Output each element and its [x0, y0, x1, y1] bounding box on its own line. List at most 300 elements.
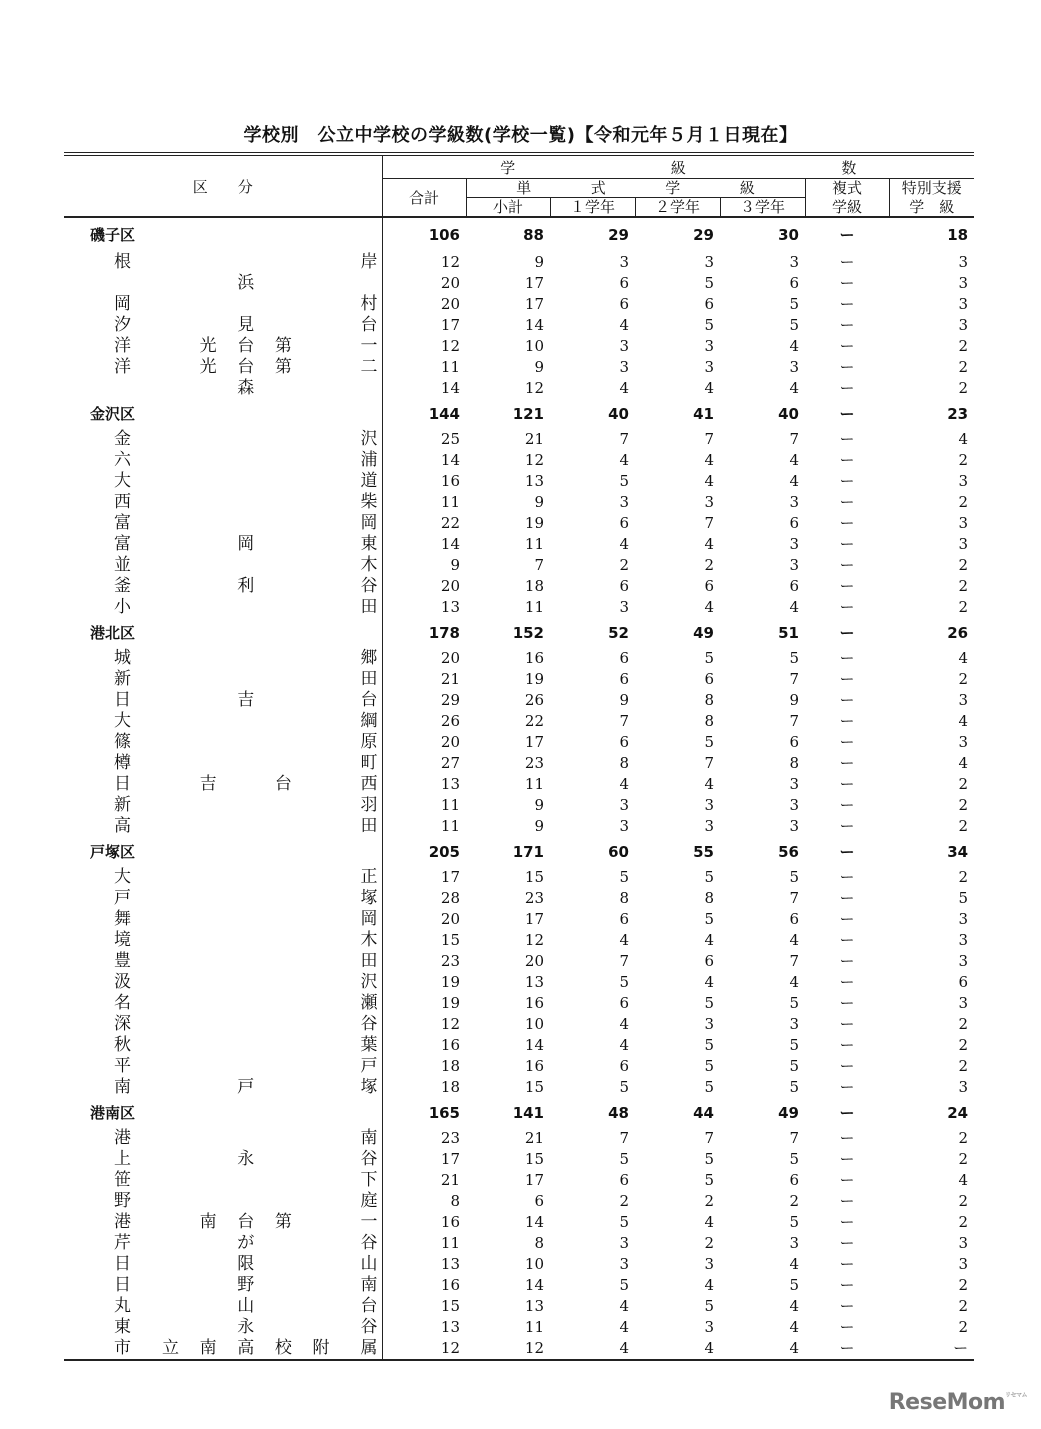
school-name-char [265, 294, 303, 315]
school-name-char [302, 1077, 340, 1098]
school-name-char [227, 753, 265, 774]
school-fukushiki: ー [839, 754, 855, 772]
school-subtotal: 17 [524, 910, 544, 928]
school-name-char [302, 534, 340, 555]
ward-grade2: 41 [693, 405, 714, 423]
school-name-char: 庭 [360, 1191, 378, 1211]
ward-subtotal: 141 [512, 1104, 544, 1122]
school-grade1: 6 [619, 910, 629, 928]
school-name-chars [64, 294, 382, 315]
school-name-char: 羽 [360, 795, 378, 815]
school-total: 20 [440, 274, 460, 292]
logo-text: ReseMom [888, 1390, 1006, 1415]
school-total: 23 [440, 952, 460, 970]
school-name-char: 第 [274, 357, 292, 377]
school-name-chars [64, 576, 382, 597]
school-fukushiki: ー [839, 817, 855, 835]
school-name-char [302, 1191, 340, 1212]
school-name-char: 根 [114, 252, 131, 272]
school-grade1: 4 [619, 451, 629, 469]
school-name-char: 台 [360, 690, 378, 710]
school-name-char [265, 576, 303, 597]
school-grade1: 6 [619, 649, 629, 667]
school-name-char: 上 [114, 1149, 131, 1169]
school-grade3: 6 [789, 733, 799, 751]
school-name-char: 岸 [360, 252, 378, 272]
ward-total: 205 [428, 843, 460, 861]
school-subtotal: 15 [524, 1078, 544, 1096]
school-name [64, 1212, 382, 1233]
school-fukushiki: ー [839, 493, 855, 511]
school-grade3: 8 [789, 754, 799, 772]
school-fukushiki: ー [839, 514, 855, 532]
school-name-char [302, 357, 340, 378]
school-grade2: 2 [704, 1234, 714, 1252]
school-grade3: 2 [789, 1192, 799, 1210]
school-tokubetsu: 3 [958, 535, 969, 553]
ward-subtotal: 88 [523, 226, 544, 244]
school-row [64, 993, 974, 1014]
school-fukushiki: ー [839, 1015, 855, 1033]
school-name-char: 町 [360, 753, 378, 773]
school-grade3: 3 [789, 796, 799, 814]
school-row [64, 1338, 974, 1360]
school-tokubetsu: 3 [958, 472, 969, 490]
resemom-logo [889, 1390, 1027, 1415]
school-grade2: 6 [704, 295, 714, 313]
school-subtotal: 17 [524, 274, 544, 292]
school-subtotal: 17 [524, 1171, 544, 1189]
school-grade1: 8 [619, 889, 629, 907]
school-row [64, 492, 974, 513]
school-grade2: 5 [704, 274, 714, 292]
school-fukushiki: ー [839, 691, 855, 709]
school-tokubetsu: 4 [958, 430, 969, 448]
ward-grade1: 29 [608, 226, 629, 244]
school-subtotal: 10 [524, 337, 544, 355]
school-total: 15 [440, 1297, 460, 1315]
school-grade2: 7 [704, 514, 714, 532]
school-name [64, 252, 382, 273]
school-name [64, 1056, 382, 1077]
school-name-char [152, 576, 190, 597]
school-row [64, 1035, 974, 1056]
school-tokubetsu: 3 [958, 295, 969, 313]
school-grade1: 7 [619, 712, 629, 730]
school-subtotal: 9 [534, 796, 544, 814]
ward-grade1: 40 [608, 405, 629, 423]
school-name-char [302, 597, 340, 618]
ward-subtotal: 152 [512, 624, 544, 642]
school-grade1: 6 [619, 295, 629, 313]
school-grade1: 4 [619, 1297, 629, 1315]
school-name-char: 南 [360, 1128, 378, 1148]
school-tokubetsu: 3 [958, 994, 969, 1012]
school-grade2: 5 [704, 1078, 714, 1096]
school-name-char: 台 [237, 336, 255, 356]
school-name-char [265, 669, 303, 690]
school-fukushiki: ー [839, 598, 855, 616]
school-total: 9 [450, 556, 460, 574]
school-grade3: 4 [789, 451, 799, 469]
school-grade1: 5 [619, 1150, 629, 1168]
ward-grade2: 49 [693, 624, 714, 642]
school-name-char [227, 732, 265, 753]
school-tokubetsu: 2 [958, 493, 969, 511]
school-name-char [302, 816, 340, 837]
school-name-char: 属 [360, 1338, 378, 1358]
school-name-char: 校 [274, 1338, 292, 1358]
school-tokubetsu: 3 [958, 691, 969, 709]
school-grade3: 5 [789, 649, 799, 667]
school-name [64, 1149, 382, 1170]
school-name-char: 山 [360, 1254, 378, 1274]
school-name-char [227, 816, 265, 837]
school-name-char [265, 816, 303, 837]
school-grade3: 6 [789, 514, 799, 532]
school-name-char [227, 972, 265, 993]
school-name-char [302, 294, 340, 315]
school-subtotal: 18 [524, 577, 544, 595]
school-name-chars [64, 1128, 382, 1149]
school-name-char: 下 [360, 1170, 378, 1190]
school-subtotal: 23 [524, 754, 544, 772]
school-name-char: 戸 [360, 1056, 378, 1076]
school-subtotal: 12 [524, 451, 544, 469]
school-grade2: 3 [704, 493, 714, 511]
school-row [64, 1056, 974, 1077]
school-name-char [152, 774, 190, 795]
school-name-char [302, 429, 340, 450]
school-name-char: 谷 [360, 1317, 378, 1337]
school-row [64, 450, 974, 471]
school-total: 14 [440, 451, 460, 469]
school-subtotal: 26 [524, 691, 544, 709]
school-name-chars [64, 534, 382, 555]
school-name-char: 正 [360, 867, 378, 887]
school-name [64, 1191, 382, 1212]
school-name-char: 浦 [360, 450, 378, 470]
school-grade2: 4 [704, 1276, 714, 1294]
school-name-chars [64, 1170, 382, 1191]
school-name-char [152, 1035, 190, 1056]
school-name-char [189, 273, 227, 294]
school-grade3: 4 [789, 973, 799, 991]
school-total: 17 [440, 1150, 460, 1168]
school-row [64, 1149, 974, 1170]
school-fukushiki: ー [839, 1171, 855, 1189]
school-name-chars [64, 357, 382, 378]
school-tokubetsu: 3 [958, 1234, 969, 1252]
school-name-char [227, 252, 265, 273]
school-grade1: 7 [619, 1129, 629, 1147]
school-name-char: 並 [114, 555, 131, 575]
school-name [64, 1338, 382, 1360]
school-grade3: 5 [789, 1036, 799, 1054]
school-grade1: 5 [619, 1078, 629, 1096]
school-tokubetsu: 2 [958, 817, 969, 835]
school-row [64, 597, 974, 618]
school-total: 14 [440, 379, 460, 397]
school-name-char [265, 378, 303, 399]
school-name-char: 富 [114, 534, 131, 554]
school-name-char: 港 [114, 1212, 131, 1232]
school-name-char [302, 555, 340, 576]
school-name-char [265, 1077, 303, 1098]
school-name-char [189, 1128, 227, 1149]
school-total: 16 [440, 1036, 460, 1054]
school-grade2: 4 [704, 535, 714, 553]
school-subtotal: 12 [466, 1338, 550, 1360]
school-row [64, 690, 974, 711]
school-name-char [189, 1014, 227, 1035]
school-name-char: 浜 [237, 273, 255, 293]
school-name-char [265, 888, 303, 909]
school-grade2: 8 [704, 889, 714, 907]
school-total: 27 [440, 754, 460, 772]
school-subtotal: 21 [524, 1129, 544, 1147]
school-name-char [227, 867, 265, 888]
school-name-char: 篠 [114, 732, 131, 752]
school-tokubetsu: 3 [958, 1255, 969, 1273]
school-grade2: 5 [704, 733, 714, 751]
school-grade3: 7 [789, 1129, 799, 1147]
school-name-char [265, 690, 303, 711]
school-grade2: 5 [704, 868, 714, 886]
school-fukushiki: ー [839, 295, 855, 313]
school-name [64, 1014, 382, 1035]
school-fukushiki: ー [839, 889, 855, 907]
school-name-char [152, 1275, 190, 1296]
school-fukushiki: ー [839, 1150, 855, 1168]
school-name-char [302, 1296, 340, 1317]
school-name-char [265, 1254, 303, 1275]
school-name-chars [64, 471, 382, 492]
school-name-char: 台 [237, 1212, 255, 1232]
school-row [64, 315, 974, 336]
school-name-chars [64, 951, 382, 972]
school-row [64, 930, 974, 951]
school-name-char [265, 492, 303, 513]
school-name-char: 東 [360, 534, 378, 554]
school-name-chars [64, 1191, 382, 1212]
school-name-char: 一 [360, 1212, 378, 1232]
school-grade2: 4 [635, 1338, 720, 1360]
school-name-char [189, 888, 227, 909]
ward-total: 178 [428, 624, 460, 642]
school-name-char: 谷 [360, 576, 378, 596]
school-name-chars [64, 1275, 382, 1296]
school-total: 18 [440, 1078, 460, 1096]
school-subtotal: 9 [534, 253, 544, 271]
school-name [64, 294, 382, 315]
school-subtotal: 14 [524, 316, 544, 334]
school-tokubetsu: 3 [958, 253, 969, 271]
school-fukushiki: ー [839, 535, 855, 553]
school-total: 17 [440, 316, 460, 334]
school-name [64, 648, 382, 669]
school-grade2: 6 [704, 670, 714, 688]
school-name-char: 柴 [360, 492, 378, 512]
school-grade3: 5 [789, 1150, 799, 1168]
school-name [64, 732, 382, 753]
school-grade2: 5 [704, 910, 714, 928]
school-tokubetsu: 2 [958, 1297, 969, 1315]
school-name-char [189, 315, 227, 336]
school-total: 21 [440, 1171, 460, 1189]
school-grade3: 7 [789, 430, 799, 448]
school-name-char [189, 795, 227, 816]
school-name-chars [64, 513, 382, 534]
school-total: 19 [440, 994, 460, 1012]
header-tokubetsu-2: 学 級 [889, 198, 974, 218]
school-grade1: 4 [619, 1318, 629, 1336]
school-tokubetsu: 2 [958, 1015, 969, 1033]
school-name [64, 690, 382, 711]
ward-grade3: 30 [778, 226, 799, 244]
school-subtotal: 13 [524, 1297, 544, 1315]
school-name-char [189, 1149, 227, 1170]
school-grade3: 4 [789, 1318, 799, 1336]
school-subtotal: 13 [524, 472, 544, 490]
school-name-char [152, 294, 190, 315]
school-tokubetsu: 2 [958, 796, 969, 814]
school-name-char [227, 1170, 265, 1191]
school-name-chars [64, 732, 382, 753]
school-tokubetsu: 4 [958, 649, 969, 667]
school-name-char [152, 993, 190, 1014]
school-name-char [189, 690, 227, 711]
school-name-char: 樽 [114, 753, 131, 773]
school-grade1: 4 [619, 1036, 629, 1054]
school-name-char [227, 888, 265, 909]
school-name-char: 岡 [114, 294, 131, 314]
school-name [64, 471, 382, 492]
school-name-char: 大 [114, 471, 131, 491]
ward-grade3: 49 [778, 1104, 799, 1122]
school-total: 16 [440, 1213, 460, 1231]
school-name-char [189, 867, 227, 888]
school-row [64, 732, 974, 753]
school-name [64, 669, 382, 690]
school-name-char [189, 252, 227, 273]
school-grade1: 5 [619, 1213, 629, 1231]
school-tokubetsu: ー [889, 1338, 974, 1360]
header-gakkyusu-2: 級 [670, 159, 686, 177]
school-name-char [302, 1056, 340, 1077]
school-name-char [340, 273, 378, 294]
school-grade3: 6 [789, 577, 799, 595]
school-name-char: 城 [114, 648, 131, 668]
school-name-chars [64, 597, 382, 618]
school-grade3: 4 [789, 598, 799, 616]
school-name-char: 岡 [360, 909, 378, 929]
school-row [64, 252, 974, 273]
school-row [64, 816, 974, 837]
school-name-char [265, 597, 303, 618]
school-row [64, 1191, 974, 1212]
school-name-char [227, 1035, 265, 1056]
school-subtotal: 10 [524, 1255, 544, 1273]
school-subtotal: 15 [524, 1150, 544, 1168]
school-name-char [189, 450, 227, 471]
school-name-char: 芹 [114, 1233, 131, 1253]
school-subtotal: 19 [524, 514, 544, 532]
ward-subtotal: 121 [512, 405, 544, 423]
school-name-char: 永 [237, 1317, 255, 1337]
school-name-char [302, 450, 340, 471]
school-name-char: 豊 [114, 951, 131, 971]
school-name-char: 大 [114, 867, 131, 887]
school-name [64, 336, 382, 357]
school-name-char [189, 711, 227, 732]
school-fukushiki: ー [839, 1192, 855, 1210]
school-grade3: 5 [789, 1276, 799, 1294]
school-tokubetsu: 2 [958, 1150, 969, 1168]
header-tanshiki-1: 単 [516, 179, 532, 197]
school-name [64, 711, 382, 732]
school-name-char [152, 690, 190, 711]
school-total: 20 [440, 733, 460, 751]
school-name-char [302, 795, 340, 816]
school-tokubetsu: 2 [958, 775, 969, 793]
school-name-char: 釜 [114, 576, 131, 596]
school-row [64, 1077, 974, 1098]
school-tokubetsu: 2 [958, 379, 969, 397]
school-subtotal: 19 [524, 670, 544, 688]
school-grade3: 6 [789, 1171, 799, 1189]
table-body [64, 217, 974, 1360]
school-name-char [302, 1254, 340, 1275]
school-name-char: 吉 [237, 690, 255, 710]
school-fukushiki: ー [839, 556, 855, 574]
school-name-char [152, 1254, 190, 1275]
school-total: 13 [440, 775, 460, 793]
school-tokubetsu: 2 [958, 670, 969, 688]
school-row [64, 429, 974, 450]
school-name-char [265, 732, 303, 753]
school-tokubetsu: 5 [958, 889, 969, 907]
school-name-char [265, 1014, 303, 1035]
school-name-char [152, 753, 190, 774]
school-tokubetsu: 2 [958, 1276, 969, 1294]
school-fukushiki: ー [839, 430, 855, 448]
school-name [64, 951, 382, 972]
school-total: 23 [440, 1129, 460, 1147]
school-name-chars [64, 648, 382, 669]
school-subtotal: 16 [524, 649, 544, 667]
school-name-char [302, 336, 340, 357]
school-fukushiki: ー [839, 868, 855, 886]
school-name-char [302, 1149, 340, 1170]
school-name-char [189, 1275, 227, 1296]
school-fukushiki: ー [839, 358, 855, 376]
school-tokubetsu: 2 [958, 337, 969, 355]
school-name-char: 東 [114, 1317, 131, 1337]
school-name-char [227, 513, 265, 534]
school-name-char [302, 1014, 340, 1035]
school-subtotal: 16 [524, 994, 544, 1012]
school-grade1: 7 [619, 952, 629, 970]
ward-tokubetsu: 23 [947, 405, 969, 423]
school-grade3: 3 [789, 493, 799, 511]
ward-row [64, 618, 974, 648]
school-total: 12 [440, 1015, 460, 1033]
school-grade1: 6 [619, 994, 629, 1012]
school-name [64, 429, 382, 450]
school-name-char: 富 [114, 513, 131, 533]
school-name-char [189, 513, 227, 534]
